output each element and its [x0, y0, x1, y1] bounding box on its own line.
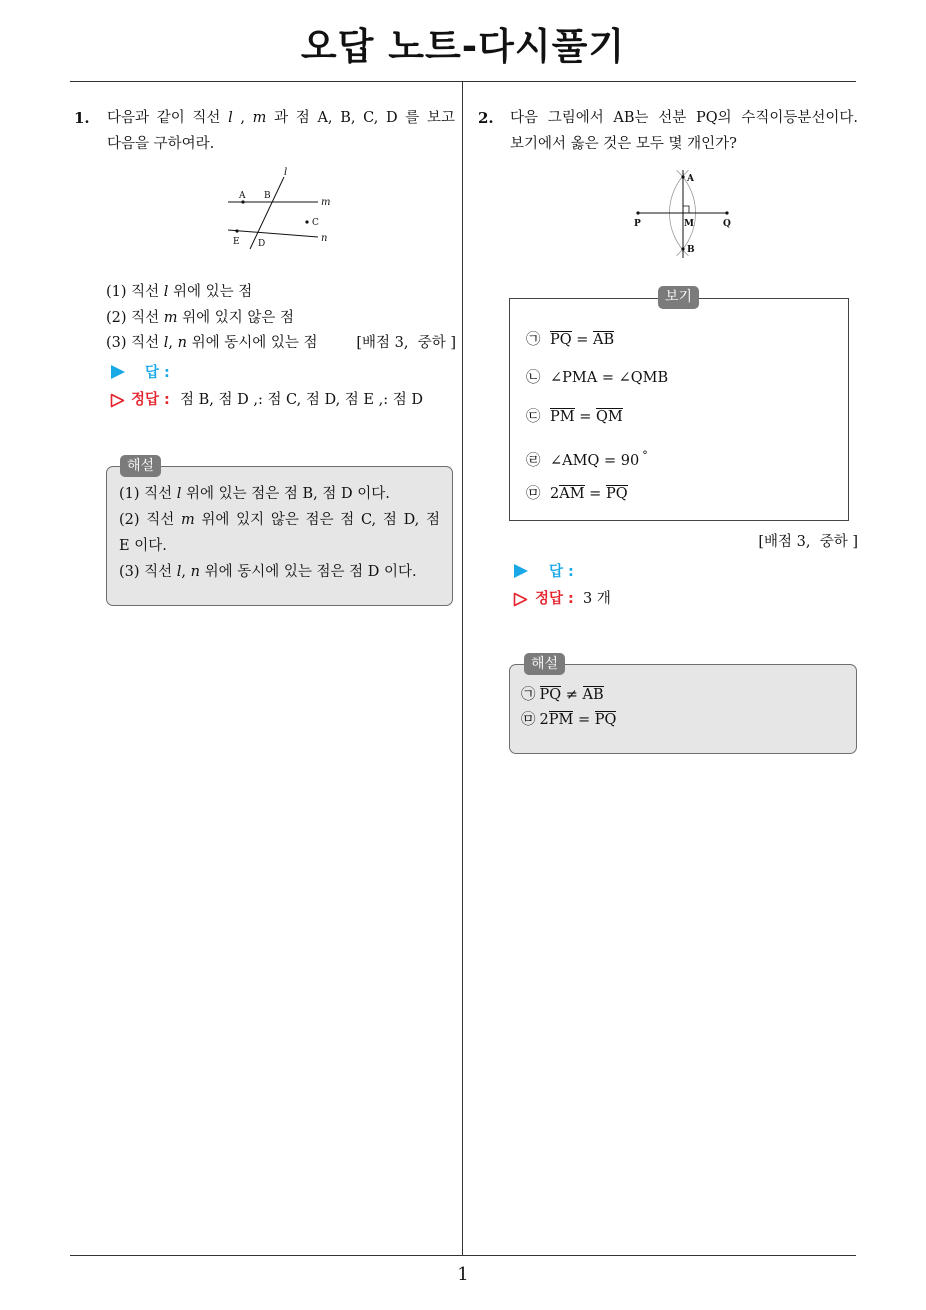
left-column [70, 82, 462, 1256]
sub-text: 위에 있는 점 [168, 284, 253, 300]
explanation-line-2 [521, 708, 616, 733]
segment-symbol: AB [593, 332, 615, 348]
right-angle-mark [683, 206, 689, 213]
line-l-label: l [284, 167, 288, 178]
segment-symbol: PM [550, 409, 575, 425]
point-c-dot [305, 220, 308, 223]
segment-symbol: PM [548, 712, 574, 728]
page-number: 1 [457, 1264, 469, 1285]
explanation-tab: 해설 [120, 455, 161, 477]
explanation-text: 위에 있는 점은 점 B, 점 D 이다. [181, 486, 390, 502]
explanation-text: E 이다. [119, 538, 167, 554]
point-a-label: A [239, 191, 246, 201]
sub-question-3 [106, 330, 317, 356]
coefficient: 2 [550, 486, 560, 502]
point-p-label: P [634, 219, 641, 229]
line-l [250, 177, 284, 249]
line-l-symbol: l [176, 564, 182, 580]
segment-symbol: PQ [550, 332, 572, 348]
choice-text: ∠PMA = ∠QMB [550, 370, 669, 386]
degree-symbol: ° [642, 449, 648, 462]
explanation-panel [106, 466, 453, 606]
problem-stem-line-1 [107, 105, 455, 131]
stem-text: , [232, 110, 253, 126]
choice-marker: ㉠ [526, 332, 541, 348]
choice-5 [526, 481, 628, 507]
point-p-dot [636, 211, 639, 214]
point-b-label: B [264, 191, 271, 201]
segment-symbol: PQ [605, 486, 628, 502]
choices-tab: 보기 [658, 286, 699, 309]
segment-symbol: PQ [539, 687, 562, 703]
point-a-dot [681, 175, 684, 178]
correct-triangle-icon [110, 393, 125, 408]
line-l-symbol: l [228, 110, 233, 126]
explanation-text: 위에 동시에 있는 점은 점 D 이다. [199, 564, 417, 580]
score-label: [배점 3, 중하 ] [758, 534, 858, 550]
explanation-line-3 [119, 533, 167, 559]
problem-stem-line-2: 보기에서 옳은 것은 모두 몇 개인가? [510, 136, 737, 152]
line-n-symbol: n [190, 564, 200, 580]
explanation-line-1 [119, 481, 390, 507]
problem-number: 2. [478, 109, 494, 127]
point-d-label: D [258, 239, 266, 249]
point-b-dot [681, 247, 684, 250]
sub-text: (1) 직선 [106, 284, 164, 300]
choice-marker: ㉢ [526, 409, 541, 425]
explanation-text: 위에 있지 않은 점은 점 C, 점 D, 점 [194, 512, 440, 528]
line-m-symbol: m [252, 110, 267, 126]
sub-text: 위에 동시에 있는 점 [186, 335, 318, 351]
choice-marker: ㉡ [526, 370, 541, 386]
stem-text: 과 점 A, B, C, D 를 보고 [266, 110, 455, 126]
column-divider [462, 82, 463, 1256]
line-n-symbol: n [177, 335, 187, 351]
point-b-label: B [687, 245, 695, 255]
answer-label: 답 : [145, 365, 170, 381]
operator: = [573, 712, 595, 728]
explanation-text: (2) 직선 [119, 512, 181, 528]
sub-text: (2) 직선 [106, 310, 164, 326]
explanation-text: , [181, 564, 191, 580]
line-l-symbol: l [163, 335, 169, 351]
sub-text: (3) 직선 [106, 335, 164, 351]
choice-4 [526, 443, 648, 474]
explanation-line-4 [119, 559, 417, 585]
operator: = [574, 409, 596, 425]
choices-box [509, 298, 849, 521]
explanation-tab: 해설 [524, 653, 565, 675]
point-a-label: A [687, 174, 694, 184]
perpendicular-bisector-figure [625, 165, 745, 265]
line-n-label: n [321, 233, 328, 244]
answer-triangle-icon [111, 365, 125, 379]
sub-question-2 [106, 305, 294, 331]
operator: ≠ [561, 687, 583, 703]
choice-marker: ㉠ [521, 687, 536, 703]
page-title: 오답 노트-다시풀기 [300, 25, 626, 68]
sub-question-1 [106, 279, 252, 305]
point-m-label: M [684, 219, 694, 229]
point-c-label: C [312, 218, 319, 228]
problem-number: 1. [74, 109, 90, 127]
point-e-dot [235, 229, 238, 232]
explanation-line-1 [521, 683, 604, 708]
line-l-symbol: l [163, 284, 169, 300]
line-m-symbol: m [180, 512, 195, 528]
answer-triangle-icon [514, 564, 528, 578]
point-q-dot [725, 211, 728, 214]
correct-answer-label: 정답 : [131, 392, 170, 408]
correct-answer-label: 정답 : [535, 591, 574, 607]
line-n [228, 230, 318, 237]
line-m-symbol: m [163, 310, 178, 326]
segment-symbol: QM [595, 409, 623, 425]
correct-triangle-icon [513, 592, 528, 607]
explanation-text: (3) 직선 [119, 564, 177, 580]
line-l-symbol: l [176, 486, 182, 502]
coefficient: 2 [539, 712, 549, 728]
score-label: [배점 3, 중하 ] [356, 335, 456, 351]
problem-stem-line-2: 다음을 구하여라. [107, 136, 215, 152]
choice-2 [526, 365, 668, 391]
segment-symbol: PQ [594, 712, 617, 728]
sub-text: 위에 있지 않은 점 [177, 310, 295, 326]
choice-marker: ㉤ [521, 712, 536, 728]
choice-1 [526, 327, 614, 353]
point-q-label: Q [723, 219, 731, 229]
operator: = [584, 486, 606, 502]
choice-marker: ㉤ [526, 486, 541, 502]
operator: = [571, 332, 594, 348]
choice-text: ∠AMQ = 90 [550, 452, 640, 469]
answer-label: 답 : [549, 564, 574, 580]
right-column [464, 82, 862, 1256]
sub-text: , [168, 335, 178, 351]
explanation-panel [509, 664, 857, 754]
point-e-label: E [233, 237, 240, 247]
explanation-text: (1) 직선 [119, 486, 177, 502]
choice-3 [526, 404, 623, 430]
correct-answer-value: 점 B, 점 D ,: 점 C, 점 D, 점 E ,: 점 D [180, 392, 423, 408]
explanation-line-2 [119, 507, 440, 533]
lines-and-points-figure [220, 165, 340, 255]
segment-symbol: AB [582, 687, 604, 703]
problem-stem-line-1: 다음 그림에서 AB는 선분 PQ의 수직이등분선이다. [510, 110, 858, 126]
stem-text: 다음과 같이 직선 [107, 110, 229, 126]
correct-answer-value: 3 개 [583, 591, 611, 607]
line-m-label: m [321, 197, 331, 208]
choice-marker: ㉣ [526, 452, 541, 469]
segment-symbol: AM [559, 486, 585, 502]
